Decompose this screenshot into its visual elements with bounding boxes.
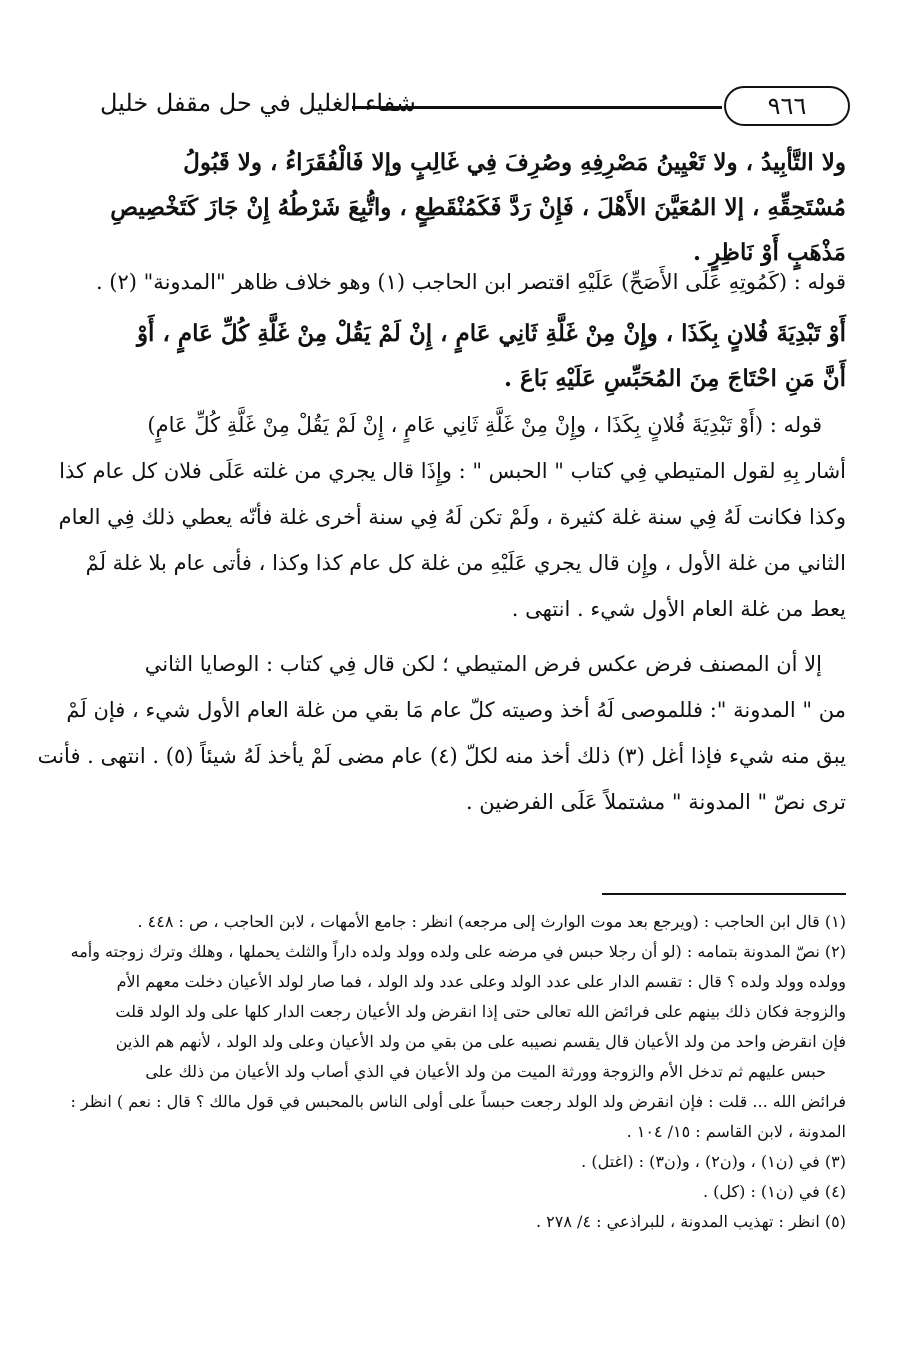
footnote-1: (١) قال ابن الحاجب : (ويرجع بعد موت الوارث إلى مرجعه) انظر : جامع الأمهات ، لابن الحاجب ، ص : ٤٤٨ . [137, 912, 846, 931]
sharh-paragraph-3 [37, 641, 846, 825]
text-line: يعط من غلة العام الأول شيء . انتهى . [511, 597, 846, 621]
text-line: ولا التَّأبِيدُ ، ولا تَعْيِينُ مَصْرِفِهِ وصُرِفَ فِي غَالِبٍ وإلا فَالْفُقَرَاءُ ، ولا قَبُولُ [183, 149, 846, 176]
text-line: من " المدونة ": فللموصى لَهُ أخذ وصيته كلّ عام مَا بقي من غلة العام الأول شيء ، فإن لَمْ [66, 698, 846, 722]
text-line: مَذْهَبٍ أَوْ نَاظِرٍ . [692, 239, 846, 266]
footnote-2-line: فإن انقرض واحد من ولد الأعيان قال يقسم نصيبه على من بقي من ولد الأعيان وعلى ولد الولد ، لأنهم هم الذين [115, 1032, 846, 1051]
footnote-3: (٣) في (ن١) ، و(ن٢) ، و(ن٣) : (اغتل) . [581, 1152, 846, 1171]
matn-paragraph-2 [100, 311, 870, 401]
text-line: قوله : (أَوْ تَبْدِيَةَ فُلانٍ بِكَذَا ، وإِنْ مِنْ غَلَّةِ ثَانِي عَامٍ ، إِنْ لَمْ يَقُلْ مِنْ غَلَّةِ كُلِّ عَامٍ) [147, 413, 822, 437]
footnote-5: (٥) انظر : تهذيب المدونة ، للبراذعي : ٤/ ٢٧٨ . [536, 1212, 846, 1231]
text-line: أشار بِهِ لقول المتيطي فِي كتاب " الحبس " : وإِذَا قال يجري من غلته عَلَى فلان كل عام كذا [59, 459, 846, 483]
footnote-2: (٢) نصّ المدونة بتمامه : (لو أن رجلا حبس في مرضه على ولده وولد ولده داراً والثلث يحملها ، وهلك وترك زوجته وأمه [70, 942, 846, 961]
text-line: يبق منه شيء فإذا أغل (٣) ذلك أخذ منه لكلّ (٤) عام مضى لَمْ يأخذ لَهُ شيئاً (٥) . انتهى . فأنت [37, 744, 846, 768]
text-line: قوله : (كَمُوتِهِ عَلَى الأَصَحِّ) عَلَيْهِ اقتصر ابن الحاجب (١) وهو خلاف ظاهر "المدونة" (٢) . [95, 270, 846, 294]
page-header [100, 80, 850, 128]
footnotes [70, 907, 846, 1237]
footnote-2-line: فرائض الله ... قلت : فإن انقرض ولد الولد رجعت حبساً على أولى الناس بالمحبس في قول مالك ؟ قال : نعم ) انظر : [70, 1092, 846, 1111]
footnote-2-line: والزوجة فكان ذلك بينهم على فرائض الله تعالى حتى إذا انقرض ولد الأعيان رجعت الدار كلها على ولد الولد قلت [115, 1002, 846, 1021]
sharh-paragraph-2 [58, 402, 846, 632]
page-number: ٩٦٦ [724, 86, 850, 126]
footnote-4: (٤) في (ن١) : (كل) . [702, 1182, 846, 1201]
text-line: مُسْتَحِقِّهِ ، إلا المُعَيَّنَ الأَهْلَ ، فَإِنْ رَدَّ فَكَمُنْقَطِعٍ ، واتُّبِعَ شَرْطُهُ إِنْ جَازَ كَتَخْصِيصِ [110, 194, 846, 221]
matn-paragraph-1 [100, 140, 846, 275]
footnote-separator [602, 893, 846, 895]
footnote-2-line: المدونة ، لابن القاسم : ١٥/ ١٠٤ . [626, 1122, 846, 1141]
text-line: أَنَّ مَنِ احْتَاجَ مِنَ المُحَبِّسِ عَلَيْهِ بَاعَ . [504, 365, 846, 392]
sharh-paragraph-1 [95, 265, 870, 299]
text-line: وكذا فكانت لَهُ فِي سنة غلة كثيرة ، ولَمْ تكن لَهُ فِي سنة أخرى غلة فأنّه يعطي ذلك فِي العام [58, 505, 846, 529]
text-line: ترى نصّ " المدونة " مشتملاً عَلَى الفرضين . [465, 790, 846, 814]
footnote-2-line: حبس عليهم ثم تدخل الأم والزوجة وورثة الميت من ولد الأعيان في الذي أصاب ولد الأعيان من ذلك على [145, 1062, 826, 1081]
footnote-2-line: وولده وولد ولده ؟ قال : تقسم الدار على عدد الولد وعلى عدد ولد الولد ، فما صار لولد الأعيان دخلت معهم الأم [116, 972, 846, 991]
text-line: الثاني من غلة الأول ، وإِن قال يجري عَلَيْهِ من غلة كل عام كذا وكذا ، فأتى عام بلا غلة لَمْ [85, 551, 846, 575]
text-line: إلا أن المصنف فرض عكس فرض المتيطي ؛ لكن قال فِي كتاب : الوصايا الثاني [144, 652, 822, 676]
text-line: أَوْ تَبْدِيَةَ فُلانٍ بِكَذَا ، وإِنْ مِنْ غَلَّةِ ثَانِي عَامٍ ، إِنْ لَمْ يَقُلْ مِنْ غَلَّةِ كُلِّ عَامٍ ، أَوْ [136, 320, 846, 347]
running-title: شفاء الغليل في حل مقفل خليل [100, 89, 416, 117]
